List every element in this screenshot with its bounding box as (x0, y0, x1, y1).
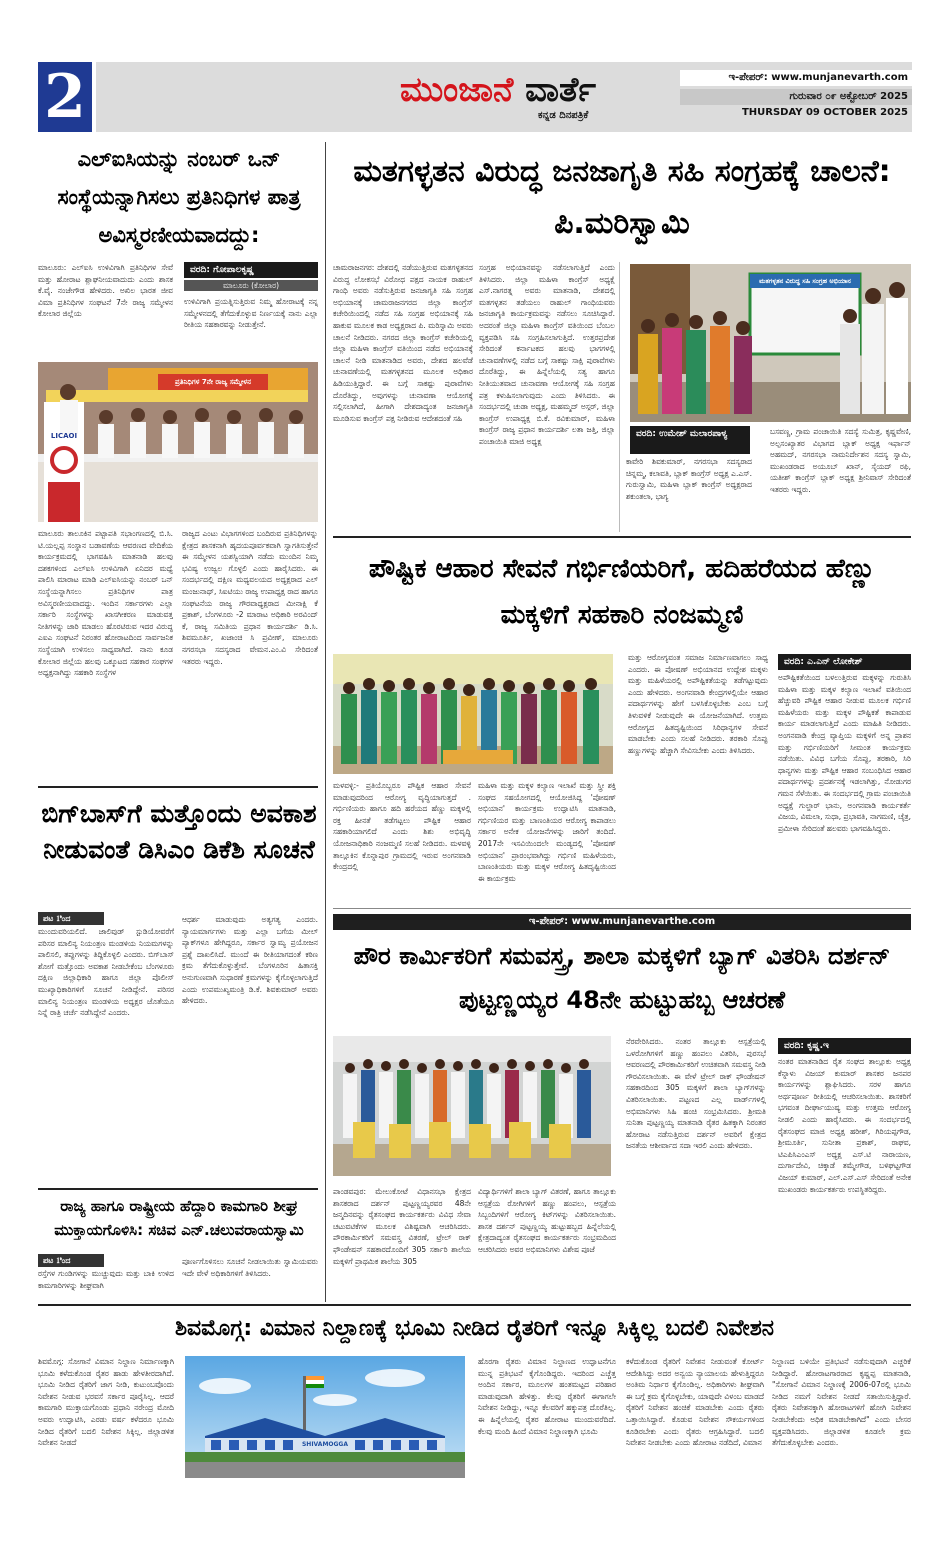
awareness-byline: ವರದಿ: ಉಮೇಶ್ ಮಲಾರಪಾಳ್ಯ (630, 426, 750, 454)
nutrition-body-b: ಮಹಿಳಾ ಮತ್ತು ಮಕ್ಕಳ ಕಲ್ಯಾಣ ಇಲಾಖೆ ಮತ್ತು ಸ್ತ್ರೀ ಶಕ್ತಿ ಸಂಘದ ಸಹಯೋಗದಲ್ಲಿ ಆಯೋಜಿಸಿದ್ದ 'ಪೋಷಣ್ ಅಭಿಯಾನ' ಕಾರ್ಯಕ್ರಮ ಉದ್ಘಾಟಿಸಿ ಮಾತನಾಡಿ, ಗರ್ಭಿಣಿಯರ ಮತ್ತು ಬಾಣಂತಿಯರ ಆರೋಗ್ಯ ಕಾಪಾಡಲು ಸರ್ಕಾರ ಅನೇಕ ಯೋಜನೆಗಳನ್ನು ಜಾರಿಗೆ ತಂದಿದೆ. 2017ನೇ ಇಸವಿಯಿಂದಲೇ ಮಂಡ್ಯದಲ್ಲಿ 'ಪೋಷಣ್ ಅಭಿಯಾನ' ಪ್ರಾರಂಭವಾಗಿದ್ದು ಗರ್ಭಿಣಿ ಮಹಿಳೆಯರು, ಬಾಣಂತಿಯರು ಮತ್ತು ಮಕ್ಕಳ ಆರೋಗ್ಯ ಹಿತದೃಷ್ಟಿಯಿಂದ ಈ ಕಾರ್ಯಕ್ರಮ (478, 781, 616, 883)
pourakarmika-headline: ಪೌರ ಕಾರ್ಮಿಕರಿಗೆ ಸಮವಸ್ತ್ರ, ಶಾಲಾ ಮಕ್ಕಳಿಗೆ ಬ್ಯಾಗ್ ವಿತರಿಸಿ ದರ್ಶನ್ ಪುಟ್ಟಣ್ಣಯ್ಯರ 48ನೇ ಹುಟ್ಟುಹಬ್ಬ ಆಚರಣೆ (353, 942, 891, 1014)
nutrition-body-c: ಮತ್ತು ಆರೋಗ್ಯವಂತ ಸಮಾಜ ನಿರ್ಮಾಣವಾಗಲು ಸಾಧ್ಯ ಎಂದರು. ಈ ಪೋಷಣ್ ಅಭಿಯಾನದ ಉದ್ದೇಶ ಮಕ್ಕಳು ಮತ್ತು ಮಹಿಳೆಯರಲ್ಲಿ ಅಪೌಷ್ಟಿಕತೆಯನ್ನು ತಡೆಗಟ್ಟುವುದು ಎಂದು ಹೇಳಿದರು. ಅಂಗನವಾಡಿ ಕೇಂದ್ರಗಳಲ್ಲಿಯೇ ಆಹಾರ ಪದಾರ್ಥಗಳನ್ನು ಹೇಗೆ ಬಳಸಿಕೊಳ್ಳಬೇಕು ಎಂಬ ಬಗ್ಗೆ ತಿಳುವಳಿಕೆ ನೀಡುವುದೇ ಈ ಯೋಜನೆಯಾಗಿದೆ. ಉತ್ತಮ ಆರೋಗ್ಯದ ಹಿತದೃಷ್ಟಿಯಿಂದ ಸಿರಿಧಾನ್ಯಗಳ ಸೇವನೆ ಮಾಡಬೇಕು ಎಂದು ಸಲಹೆ ನೀಡಿದರು. ತರಕಾರಿ ಸೊಪ್ಪು ಹಣ್ಣುಗಳನ್ನು ಹೆಚ್ಚಾಗಿ ಸೇವಿಸಬೇಕು ಎಂದು ತಿಳಿಸಿದರು. (628, 653, 768, 755)
pourakarmika-event-photo-graphic (333, 1036, 611, 1176)
lic-event-photo (38, 362, 318, 522)
pourakarmika-event-photo (333, 1036, 611, 1176)
shivamogga-headline: ಶಿವಮೊಗ್ಗ: ವಿಮಾನ ನಿಲ್ದಾಣಕ್ಕೆ ಭೂಮಿ ನೀಡಿದ ರೈತರಿಗೆ ಇನ್ನೂ ಸಿಕ್ಕಿಲ್ಲ ಬದಲಿ ನಿವೇಶನ (174, 1316, 774, 1341)
airport-sign-text: SHIVAMOGGA (301, 1441, 349, 1448)
lic-stage-banner-text: ಪ್ರತಿನಿಧಿಗಳ 7ನೇ ರಾಜ್ಯ ಸಮ್ಮೇಳನ (174, 378, 252, 386)
lic-body-c: ಮಾಲೂರು ತಾಲೂಕಿನ ಪಟ್ಟಾಪತಿ ಸಭಾಂಗಣದಲ್ಲಿ ಬಿ.ಸಿ. ಟಿ.ಯಲ್ಲಪ್ಪ ಸಂಸ್ಥಾನ ಬಡಾವಣೆಯ ಆವರಣದ ವೇದಿಕೆಯ ಕಾರ್ಯಕ್ರಮದಲ್ಲಿ ಭಾಗವಹಿಸಿ ಮಾತನಾಡಿ ಹಲವು ದಶಕಗಳಿಂದ ಎಲ್‌ಐಸಿ ಉಳಿವಿಗಾಗಿ ಏನಿದರ ಮಧ್ಯೆ ಪಾಲಿಸಿ ಮಾರಾಟ ಮಾಡಿ ಎಲ್‌ಐಸಿಯನ್ನು ನಂಬರ್ ಒನ್ ಸಂಸ್ಥೆಯನ್ನಾಗಿಸಲು ಪ್ರತಿನಿಧಿಗಳ ಪಾತ್ರ ಅವಿಸ್ಮರಣೀಯವಾದದ್ದು. ಇಂದಿನ ಸರ್ಕಾರಗಳು ಎಲ್ಲಾ ಸರ್ಕಾರಿ ಸಂಸ್ಥೆಗಳನ್ನು ಖಾಸಗೀಕರಣ ಮಾಡುವತ್ತ ನೀತಿಗಳನ್ನು ಜಾರಿ ಮಾಡಲು ಹೊರಟಿರುವ ಇದರ ವಿರುದ್ಧ ಎಐಎ ಸಂಘಟನೆ ನಿರಂತರ ಹೋರಾಟದಿಂದ ಸಾರ್ವಜನಿಕ ಸಂಸ್ಥೆಯಾಗಿ ಉಳಿಸಲು ಸಾಧ್ಯವಾಗಿದೆ. ನಾನು ಕೂಡ ಕೋಲಾರ ಜಿಲ್ಲೆಯ ಹಲವು ಒಕ್ಕೂಟದ ಸಹಕಾರ ಸಂಘಗಳ ಅಧ್ಯಕ್ಷನಾಗಿದ್ದು ಸಹಕಾರಿ ಸಂಸ್ಥೆಗಳ (38, 529, 173, 678)
awareness-banner-text: ಮತಗಳ್ಳತನ ವಿರುದ್ಧ ಸಹಿ ಸಂಗ್ರಹ ಅಭಿಯಾನ (759, 277, 851, 285)
lic-byline: ವರದಿ: ಗೋಪಾಲಕೃಷ್ಣ (184, 262, 318, 278)
nutrition-event-photo-graphic (333, 654, 613, 774)
airport-photo-graphic (185, 1356, 465, 1478)
biggboss-body-b: ಆಧರ್ಶ ಮಾಡುವುದು ಅತ್ಯಗತ್ಯ ಎಂದರು. ನ್ಯಾಯಮಾರ್ಗಗಳು ಮತ್ತು ಎಲ್ಲಾ ಬಗೆಯ ಮೀಲ್ ಪ್ಯಾಕ್‌ಗಳೂ ಹೇಗಿದ್ದರೂ, ಸರ್ಕಾರ ಸ್ವಾಮ್ಯ ಪ್ರಯೋಜನ ಪ್ರಶ್ನೆ ದಾಖಲಿಸಿದೆ. ಮುಂದೆ ಈ ರೀತಿಯಾಗದಂತೆ ಕಠಿಣ ಕ್ರಮ ತೆಗೆದುಕೊಳ್ಳುತ್ತೇವೆ. ಬೆಂಗಳೂರಿನ ಹಿತಾಸಕ್ತಿ ಅನುಗುಣವಾಗಿ ಸುಧಾರಣೆ ಕ್ರಮಗಳನ್ನು ಕೈಗೊಳ್ಳಲಾಗುತ್ತಿದೆ ಎಂದು ಉಪಮುಖ್ಯಮಂತ್ರಿ ಡಿ.ಕೆ. ಶಿವಕುಮಾರ್ ಅವರು ಹೇಳಿದರು. (182, 915, 318, 1006)
biggboss-continued-tag: ಪಟ 1ಿಂದ (38, 912, 104, 925)
paper-logo (400, 68, 660, 112)
divider-awareness-inner (619, 262, 620, 532)
awareness-body-a: ಚಾಮರಾಜನಗರ: ದೇಶದಲ್ಲಿ ನಡೆಯುತ್ತಿರುವ ಮತಗಳ್ಳತನದ ವಿರುದ್ಧ ಲೋಕಸಭೆ ವಿರೋಧ ಪಕ್ಷದ ನಾಯಕ ರಾಹುಲ್ ಗಾಂಧಿ ಅವರು ನಡೆಸುತ್ತಿರುವ ಜನಜಾಗೃತಿ ಸಹಿ ಸಂಗ್ರಹ ಅಭಿಯಾನಕ್ಕೆ ಚಾಮರಾಜನಗರದ ಜಿಲ್ಲಾ ಕಾಂಗ್ರೆಸ್ ಕಚೇರಿಯಿಂದಲ್ಲಿ ನಡೆದ ಸಹಿ ಸಂಗ್ರಹ ಅಭಿಯಾನಕ್ಕೆ ಸಹಿ ಹಾಕುವ ಮೂಲಕ ಕಾಡ ಅಧ್ಯಕ್ಷರಾದ ಪಿ. ಮರಿಸ್ವಾಮಿ ಅವರು ಚಾಲನೆ ನೀಡಿದರು. ನಗರದ ಜಿಲ್ಲಾ ಕಾಂಗ್ರೆಸ್ ಕಚೇರಿಯಲ್ಲಿ ಜಿಲ್ಲಾ ಮಹಿಳಾ ಕಾಂಗ್ರೆಸ್ ವತಿಯಿಂದ ನಡೆದ ಅಭಿಯಾನಕ್ಕೆ ಚಾಲನೆ ನೀಡಿ ಮಾತನಾಡಿದ ಅವರು, ದೇಶದ ಹಲವೆಡೆ ಚುನಾವಣೆಯಲ್ಲಿ ಮತಗಳ್ಳತನದ ಮೂಲಕ ಅಧಿಕಾರ ಹಿಡಿಯುತ್ತಿದ್ದಾರೆ. ಈ ಬಗ್ಗೆ ಸಾಕಷ್ಟು ಪುರಾವೆಗಳು ದೊರೆತಿದ್ದು, ಅವುಗಳನ್ನು ಚುನಾವಣಾ ಆಯೋಗಕ್ಕೆ ಸಲ್ಲಿಸಲಾಗಿದೆ, ಹೀಗಾಗಿ ದೇಶದಾದ್ಯಂತ ಜನಜಾಗೃತಿ ಮೂಡಿಸುವ ಕಾಂಗ್ರೆಸ್ ಪಕ್ಷ ನೀಡಿರುವ ಆದೇಶದಂತೆ ಸಹಿ (333, 263, 473, 423)
page-number: 2 (44, 62, 86, 132)
pourakarmika-body-c: ನೆರವೇರಿಸಿದರು. ನಂತರ ತಾಲ್ಲೂಕು ಆಸ್ಪತ್ರೆಯಲ್ಲಿ ಒಳರೋಗಿಗಳಿಗೆ ಹಣ್ಣು ಹಂಪಲು ವಿತರಿಸಿ, ಪುರಸಭೆ ಆವರಣದಲ್ಲಿ ಪೌರಕಾರ್ಮಿಕರಿಗೆ ಉಚಿತವಾಗಿ ಸಮವಸ್ತ್ರ ನೀಡಿ ಗೌರವಿಸಲಾಯಿತು. ಈ ವೇಳೆ ಟ್ರೇಲ್ ರಾಕ್ ಫೌಂಡೇಷನ್ ಸಹಕಾರದಿಂದ 305 ಮಕ್ಕಳಿಗೆ ಶಾಲಾ ಬ್ಯಾಗ್‌ಗಳನ್ನು ವಿತರಿಸಲಾಯಿತು. ಪಟ್ಟಣದ ಎಲ್ಲ ವಾರ್ಡ್‌ಗಳಲ್ಲಿ ಅಭಿಮಾನಿಗಳು ಸಿಹಿ ಹಂಚಿ ಸಂಭ್ರಮಿಸಿದರು. ಶ್ರೀಮತಿ ಸುನಿತಾ ಪುಟ್ಟಣ್ಣಯ್ಯ ಮಾತನಾಡಿ ರೈತರ ಹಿತಕ್ಕಾಗಿ ನಿರಂತರ ಹೋರಾಟ ನಡೆಸುತ್ತಿರುವ ದರ್ಶನ್ ಅವರಿಗೆ ಕ್ಷೇತ್ರದ ಜನತೆಯ ಆಶೀರ್ವಾದ ಸದಾ ಇರಲಿ ಎಂದು ಹೇಳಿದರು. (626, 1037, 766, 1151)
epaper-url[interactable]: ಇ-ಪೇಪರ್: www.munjanevarth.com (680, 70, 912, 86)
date-kannada: ಗುರುವಾರ ೦೯ ಅಕ್ಟೋಬರ್ 2025 (680, 89, 912, 105)
lic-byline-place: ಮಾಲೂರು (ಕೋಲಾರ) (184, 280, 318, 291)
biggboss-body-a: ಮುಂದುವರಿಯಲಿದೆ. ಜಾಲಿವುಡ್ ಸ್ಟುಡಿಯೋವರೆಗೆ ಪರಿಸರ ಮಾಲಿನ್ಯ ನಿಯಂತ್ರಣ ಮಂಡಳಿಯ ನಿಯಮಗಳನ್ನು ಪಾಲಿಸಲಿ, ತಪ್ಪುಗಳನ್ನು ತಿದ್ದಿಕೊಳ್ಳಲಿ ಎಂದರು. ಬಿಗ್‌ಬಾಸ್ ಶೋಗೆ ಮತ್ತೊಂದು ಅವಕಾಶ ನೀಡಬೇಕೆಂಬ ಬೆಂಗಳೂರು ದಕ್ಷಿಣ ಜಿಲ್ಲಾಧಿಕಾರಿ ಹಾಗೂ ಜಿಲ್ಲಾ ಪೊಲೀಸ್ ಮುಖ್ಯಾಧಿಕಾರಿಗಳಿಗೆ ಸೂಚನೆ ನೀಡಿದ್ದೇನೆ. ಪರಿಸರ ಮಾಲಿನ್ಯ ನಿಯಂತ್ರಣ ಮಂಡಳಿಯ ಅಧ್ಯಕ್ಷರ ಜೊತೆಯೂ ನಿನ್ನೆ ರಾತ್ರಿ ಚರ್ಚೆ ನಡೆಸಿದ್ದೇನೆ ಎಂದರು. (38, 927, 174, 1018)
nutrition-byline: ವರದಿ: ಎ.ಎನ್ ಲೋಕೇಶ್ (778, 654, 911, 670)
awareness-event-photo (630, 264, 911, 422)
divider-left-column (325, 142, 326, 1302)
epaper-band-text[interactable]: ಇ-ಪೇಪರ್: www.munjanevarthe.com (528, 916, 716, 927)
logo-word-black: ವಾರ್ತೆ (525, 70, 596, 110)
nutrition-headline: ಪೌಷ್ಟಿಕ ಆಹಾರ ಸೇವನೆ ಗರ್ಭಿಣಿಯರಿಗೆ, ಹದಿಹರೆಯದ ಹೆಣ್ಣು ಮಕ್ಕಳಿಗೆ ಸಹಕಾರಿ ನಂಜಮ್ಮಣಿ (368, 554, 876, 630)
lic-body-d: ರಾಜ್ಯದ ಎಂಟು ವಿಭಾಗಗಳಿಂದ ಬಂದಿರುವ ಪ್ರತಿನಿಧಿಗಳನ್ನು ಕ್ಷೇತ್ರದ ಶಾಸಕನಾಗಿ ಹೃದಯಪೂರ್ವಕವಾಗಿ ಸ್ವಾಗತಿಸುತ್ತೇನೆ ಈ ಸಮ್ಮೇಳನ ಯಶಸ್ವಿಯಾಗಿ ನಡೆದು ಮುಂದಿನ ನಿಮ್ಮ ಭವಿಷ್ಯ ಉಜ್ವಲ ಗೊಳ್ಳಲಿ ಎಂದು ಹಾರೈಸಿದರು. ಈ ಸಂದರ್ಭದಲ್ಲಿ ದಕ್ಷಿಣ ಮಧ್ಯವಲಯದ ಅಧ್ಯಕ್ಷರಾದ ಎಲ್ ಮಂಜುನಾಥ್, ಸಿಐಟಿಯು ರಾಜ್ಯ ಉಪಾಧ್ಯಕ್ಷ ರಾದ ಹಾಗೂ ಸಂಘಟನೆಯ ರಾಜ್ಯ ಗೌರವಾಧ್ಯಕ್ಷರಾದ ಮೀನಾಕ್ಷಿ ಕೆ ಪ್ರಕಾಶ್, ಬೆಂಗಳೂರು -2 ಮಾರಾಟ ಅಧಿಕಾರಿ ಅರವಿಂದ್ ಕೆ, ರಾಜ್ಯ ಸಮಿತಿಯ ಪ್ರಧಾನ ಕಾರ್ಯದರ್ಶಿ ಡಿ.ಸಿ. ಶಿವಮೂರ್ತಿ, ಖಜಾಂಚಿ ಸಿ ಪ್ರವೀಣ್, ಮಾಲೂರು ನಗರಸಭಾ ಸದಸ್ಯರಾದ ವೇಮನ.ಎಂ.ವಿ ಸೇರಿದಂತೆ ಇತರರು ಇದ್ದರು. (182, 529, 318, 666)
divider-below-lic (38, 786, 318, 788)
paper-tagline: ಕನ್ನಡ ದಿನಪತ್ರಿಕೆ (538, 110, 589, 121)
shivamogga-body-d: ನಿಲ್ದಾಣದ ಬಳಿಯೇ ಪ್ರತಿಭಟನೆ ನಡೆಸುವುದಾಗಿ ಎಚ್ಚರಿಕೆ ನೀಡಿದ್ದಾರೆ. ಹೋರಾಟಗಾರರಾದ ಕೃಷ್ಣಪ್ಪ ಮಾತನಾಡಿ, "ಸೋಗಾನೆ ವಿಮಾನ ನಿಲ್ದಾಣಕ್ಕೆ 2006-07ರಲ್ಲಿ ಭೂಮಿ ನೀಡಿದ ನಮಗೆ ನಿವೇಶನ ನೀಡದೆ ಸತಾಯಿಸುತ್ತಿದ್ದಾರೆ. ರೈತರು ನಿವೇಶನಕ್ಕಾಗಿ ಹೋರಾಟಗಳಿಗೆ ಹೋಗಿ ನಿವೇಶನ ನೀಡಬೇಕೆಂದು ಅಧಿಕ ಮಾಡಬೇಕಾಗಿದೆ" ಎಂದು ಬೇಸರ ವ್ಯಕ್ತಪಡಿಸಿದರು. ಜಿಲ್ಲಾಡಳಿತ ಕೂಡಲೇ ಕ್ರಮ ತೆಗೆದುಕೊಳ್ಳಬೇಕು ಎಂದರು. (772, 1357, 911, 1448)
pourakarmika-body-d: ನಂತರ ಮಾತನಾಡಿದ ರೈತ ಸಂಘದ ತಾಲ್ಲೂಕು ಅಧ್ಯಕ್ಷ ಕೆನ್ನಾಳು ವಿಜಯ್ ಕುಮಾರ್ ಶಾಸಕರ ಜನಪರ ಕಾರ್ಯಗಳನ್ನು ಶ್ಲಾಘಿಸಿದರು. ಸರಳ ಹಾಗೂ ಅರ್ಥಪೂರ್ಣ ರೀತಿಯಲ್ಲಿ ಆಚರಿಸಲಾಯಿತು. ಶಾಸಕರಿಗೆ ಭಗವಂತ ದೀರ್ಘಾಯುಷ್ಯ ಮತ್ತು ಉತ್ತಮ ಆರೋಗ್ಯ ನೀಡಲಿ ಎಂದು ಹಾರೈಸಿದರು. ಈ ಸಂದರ್ಭದಲ್ಲಿ ರೈತಸಂಘದ ಮಾಜಿ ಅಧ್ಯಕ್ಷ ಹರೀಶ್, ಗಿರಿಯಪ್ಪಗೌಡ, ಶ್ರೀಮೂರ್ತಿ, ಸುನೀತಾ ಪ್ರಕಾಶ್, ರಾಘವ, ಟಿಎಪಿಸಿಎಂಎಸ್ ಅಧ್ಯಕ್ಷ ಎಸ್.ಟಿ ನಾರಾಯಣ, ದುರ್ಗಾದೇವಿ, ಚಿಕ್ಕಾಡೆ ತಮ್ಮೇಗೌಡ, ಬಳಿಘಟ್ಟಗೌಡ ವಿಜಯ್ ಕುಮಾರ್, ಎಲ್.ಎಸ್.ಎಸ್ ಸೇರಿದಂತೆ ಅನೇಕ ಮುಖಂಡರು ಕಾರ್ಯಕರ್ತರು ಉಪಸ್ಥಿತರಿದ್ದರು. (778, 1057, 911, 1194)
biggboss-headline: ಬಿಗ್‌ಬಾಸ್‌ಗೆ ಮತ್ತೊಂದು ಅವಕಾಶ ನೀಡುವಂತೆ ಡಿಸಿಎಂ ಡಿಕೆಶಿ ಸೂಚನೆ (41, 799, 317, 864)
page-number-box (38, 62, 92, 132)
nutrition-event-photo (333, 654, 613, 774)
lic-body-a: ಮಾಲೂರು: ಎಲ್‌ಐಸಿ ಉಳಿವಿಗಾಗಿ ಪ್ರತಿನಿಧಿಗಳ ಸೇವೆ ಮತ್ತು ಹೋರಾಟ ಶ್ಲಾಘನೀಯವಾದುದು ಎಂದು ಶಾಸಕ ಕೆ.ವೈ. ನಂಜೇಗೌಡ ಹೇಳಿದರು. ಅಖಿಲ ಭಾರತ ಜೀವ ವಿಮಾ ಪ್ರತಿನಿಧಿಗಳ ಸಂಘಟನೆ 7ನೇ ರಾಜ್ಯ ಸಮ್ಮೇಳನ ಕೋಲಾರ ಜಿಲ್ಲೆಯ (38, 263, 173, 319)
shivamogga-body-c: ಕಳೆದುಕೊಂಡ ರೈತರಿಗೆ ನಿವೇಶನ ನೀಡುವಂತೆ ಕೋರ್ಟ್ ಆದೇಶಿಸಿದ್ದು ಅದರ ಅನ್ವಯ ನ್ಯಾಯಾಲಯ ಹೇಳುತ್ತಿದ್ದರೂ ಅಂತಿಮ ನಿರ್ಧಾರ ಕೈಗೊಂಡಿಲ್ಲ. ಅಧಿಕಾರಿಗಳು ಶೀಘ್ರವಾಗಿ ಈ ಬಗ್ಗೆ ಕ್ರಮ ಕೈಗೊಳ್ಳಬೇಕು, ಯಾವುದೇ ವಿಳಂಬ ಮಾಡದೆ ರೈತರಿಗೆ ನಿವೇಶನ ಹಂಚಿಕೆ ಮಾಡಬೇಕು ಎಂದು ರೈತರು ಒತ್ತಾಯಿಸಿದ್ದಾರೆ. ಕೊಡುವ ನಿವೇಶನ ಸೌಕರ್ಯಗಳಿಂದ ಕೂಡಿರಬೇಕು ಎಂದು ರೈತರು ಆಗ್ರಹಿಸಿದ್ದಾರೆ. ಬದಲಿ ನಿವೇಶನ ನೀಡಬೇಕು ಎಂದು ಹೋರಾಟ ನಡೆದಿದೆ, ವಿಮಾನ (626, 1357, 764, 1448)
awareness-body-d: ಬಸವಣ್ಣ, ಗ್ರಾಮ ಪಂಚಾಯಿತಿ ಸದಸ್ಯೆ ಸುಮಿತ್ರ, ಕೃಷ್ಣವೇಣಿ, ಅಲ್ಪಸಂಖ್ಯಾತರ ವಿಭಾಗದ ಬ್ಲಾಕ್ ಅಧ್ಯಕ್ಷ ಇರ್ಫಾನ್ ಅಹಮದ್, ನಗರಸಭಾ ನಾಮನಿರ್ದೇಶನ ಸದಸ್ಯ ಸ್ವಾಮಿ, ಮುಖಂಡರಾದ ಅಯೂಬ್ ಖಾನ್, ಸೈಯದ್ ರಫಿ, ಯತೀಶ್ ಕಾಂಗ್ರೆಸ್ ಬ್ಲಾಕ್ ಅಧ್ಯಕ್ಷ ಶ್ರೀನಿವಾಸ್ ಸೇರಿದಂತೆ ಇತರರು ಇದ್ದರು. (770, 427, 911, 494)
lic-headline: ಎಲ್ಐಸಿಯನ್ನು ನಂಬರ್ ಒನ್ ಸಂಸ್ಥೆಯನ್ನಾಗಿಸಲು ಪ್ರತಿನಿಧಿಗಳ ಪಾತ್ರ ಅವಿಸ್ಮರಣೀಯವಾದದ್ದು: (57, 147, 301, 247)
masthead (38, 62, 912, 132)
divider-below-biggboss (38, 1188, 318, 1190)
lic-body-b: ಉಳಿವಿಗಾಗಿ ಪ್ರಯತ್ನಿಸುತ್ತಿರುವ ನಿಮ್ಮ ಹೋರಾಟಕ್ಕೆ ನನ್ನ ಸಮ್ಮೇಳನದಲ್ಲಿ ತೆಗೆದುಕೊಳ್ಳುವ ನಿರ್ಣಯಕ್ಕೆ ನಾನು ಎಲ್ಲಾ ರೀತಿಯ ಸಹಕಾರವನ್ನು ನೀಡುತ್ತೇನೆ. (184, 297, 318, 330)
pourakarmika-byline: ವರದಿ: ಕೃಷ್ಣ.ಇ (778, 1038, 911, 1054)
nutrition-body-d: ಅಪೌಷ್ಟಿಕತೆಯಿಂದ ಬಳಲುತ್ತಿರುವ ಮಕ್ಕಳನ್ನು ಗುರುತಿಸಿ ಮಹಿಳಾ ಮತ್ತು ಮಕ್ಕಳ ಕಲ್ಯಾಣ ಇಲಾಖೆ ವತಿಯಿಂದ ಹೆಚ್ಚುವರಿ ಪೌಷ್ಟಿಕ ಆಹಾರ ನೀಡುವ ಮೂಲಕ ಗರ್ಭಿಣಿ ಮಹಿಳೆಯರು ಮತ್ತು ಮಕ್ಕಳ ಪೌಷ್ಟಿಕತೆ ಕಾಪಾಡುವ ಕಾರ್ಯ ಮಾಡಲಾಗುತ್ತಿದೆ ಎಂದು ಮಾಹಿತಿ ನೀಡಿದರು. ಅಂಗನವಾಡಿ ಕೇಂದ್ರ ವ್ಯಾಪ್ತಿಯ ಮಕ್ಕಳಿಗೆ ಅನ್ನ ಪ್ರಾಶನ ಮತ್ತು ಗರ್ಭಿಣಿಯರಿಗೆ ಸೀಮಂತ ಕಾರ್ಯಕ್ರಮ ನಡೆಯಿತು. ವಿವಿಧ ಬಗೆಯ ಸೊಪ್ಪು, ತರಕಾರಿ, ಸಿರಿ ಧಾನ್ಯಗಳು ಮತ್ತು ಪೌಷ್ಟಿಕ ಆಹಾರ ಸಂಬಂಧಿಸಿದ ಆಹಾರ ಪದಾರ್ಥಗಳನ್ನು ಪ್ರದರ್ಶನಕ್ಕೆ ಇಡಲಾಗಿತ್ತು, ನೋಡುಗರ ಗಮನ ಸೆಳೆಯಿತು. ಈ ಸಂದರ್ಭದಲ್ಲಿ ಗ್ರಾಮ ಪಂಚಾಯಿತಿ ಅಧ್ಯಕ್ಷೆ ಗುಲ್ಜಾರ್ ಭಾನು, ಅಂಗನವಾಡಿ ಕಾರ್ಯಕರ್ತೆ ವಿಜಯ, ವಿಮಲಾ, ಸುಧಾ, ಪ್ರಭಾವತಿ, ನಾಗಮಣಿ, ಚೈತ್ರ, ಪ್ರಮೀಳಾ ಸೇರಿದಂತೆ ಹಲವರು ಭಾಗವಹಿಸಿದ್ದರು. (778, 673, 911, 833)
nutrition-body-a: ಮಳವಳ್ಳಿ:- ಪ್ರತಿಯೊಬ್ಬರೂ ಪೌಷ್ಟಿಕ ಆಹಾರ ಸೇವನೆ ಮಾಡುವುದರಿಂದ ಆರೋಗ್ಯ ವೃದ್ಧಿಯಾಗುತ್ತದೆ . ಗರ್ಭಿಣಿಯರು ಹಾಗೂ ಹದಿ ಹರೆಯದ ಹೆಣ್ಣು ಮಕ್ಕಳಲ್ಲಿ ರಕ್ತ ಹೀನತೆ ತಡೆಗಟ್ಟಲು ಪೌಷ್ಟಿಕ ಆಹಾರ ಸಹಕಾರಿಯಾಗಲಿದೆ ಎಂದು ಶಿಶು ಅಭಿವೃದ್ಧಿ ಯೋಜನಾಧಿಕಾರಿ ನಂಜಮ್ಮಣಿ ಸಲಹೆ ನೀಡಿದರು. ಮಳವಳ್ಳಿ ತಾಲ್ಲೂಕಿನ ಕೊನ್ನಾಪುರ ಗ್ರಾಮದಲ್ಲಿ ಇರುವ ಅಂಗನವಾಡಿ ಕೇಂದ್ರದಲ್ಲಿ (333, 781, 471, 872)
highway-headline: ರಾಜ್ಯ ಹಾಗೂ ರಾಷ್ಟ್ರೀಯ ಹೆದ್ದಾರಿ ಕಾಮಗಾರಿ ಶೀಘ್ರ ಮುಕ್ತಾಯಗೊಳಿಸಿ: ಸಚಿವ ಎನ್.ಚಲುವರಾಯಸ್ವಾಮಿ (54, 1197, 304, 1239)
shivamogga-body-a: ಶಿವಮೊಗ್ಗ: ಸೋಗಾನೆ ವಿಮಾನ ನಿಲ್ದಾಣ ನಿರ್ಮಾಣಕ್ಕಾಗಿ ಭೂಮಿ ಕಳೆದುಕೊಂಡ ರೈತರ ಹಾಡು ಹೇಳತೀರದಾಗಿದೆ. ಭೂಮಿ ನೀಡಿದ ರೈತರಿಗೆ ಜಾಗ ನೀಡಿ, ಕುಟುಂಬವೊಂದು ನಿವೇಶನ ನೀಡುವ ಭರವಸೆ ಸರ್ಕಾರ ಪೂರೈಸಿಲ್ಲ. ಆದರೆ ಕಾಮಗಾರಿ ಮುಕ್ತಾಯಗೊಂಡು ಪ್ರಧಾನಿ ನರೇಂದ್ರ ಮೋದಿ ಅವರು ಉದ್ಘಾಟಿಸಿ, ಎರಡು ವರ್ಷ ಕಳೆದರೂ ಭೂಮಿ ನೀಡಿದ ರೈತರಿಗೆ ಬದಲಿ ನಿವೇಶನ ಸಿಕ್ಕಿಲ್ಲ. ಜಿಲ್ಲಾಡಳಿತ ನಿವೇಶನ ನೀಡದೆ (38, 1357, 174, 1448)
masthead-info (680, 70, 912, 124)
highway-body-a: ರಸ್ತೆಗಳ ಗುಂಡಿಗಳನ್ನು ಮುಚ್ಚುವುದು ಮತ್ತು ಬಾಕಿ ಉಳಿದ ಕಾಮಗಾರಿಗಳನ್ನು ಶೀಘ್ರವಾಗಿ (38, 1269, 174, 1290)
logo-word-red: ಮುಂಜಾನೆ (400, 70, 514, 110)
awareness-body-b: ಸಂಗ್ರಹ ಅಭಿಯಾನವನ್ನು ನಡೆಸಲಾಗುತ್ತಿದೆ ಎಂದು ತಿಳಿಸಿದರು. ಜಿಲ್ಲಾ ಮಹಿಳಾ ಕಾಂಗ್ರೆಸ್ ಅಧ್ಯಕ್ಷೆ ಎಸ್.ನಾಗರತ್ನ ಅವರು ಮಾತನಾಡಿ, ದೇಶದಲ್ಲಿ ಮತಗಳ್ಳತನ ತಡೆಯಲು ರಾಹುಲ್ ಗಾಂಧಿಯವರು ಜನಜಾಗೃತಿ ಕಾರ್ಯಕ್ರಮವನ್ನು ನಡೆಸಲು ಸೂಚಿಸಿದ್ದಾರೆ. ಅದರಂತೆ ಜಿಲ್ಲಾ ಮಹಿಳಾ ಕಾಂಗ್ರೆಸ್ ವತಿಯಿಂದ ಬೆಂಬಲ ವ್ಯಕ್ತಪಡಿಸಿ ಸಹಿ ಸಂಗ್ರಹಿಸಲಾಗುತ್ತಿದೆ. ಉತ್ತರಪ್ರದೇಶ ಸೇರಿದಂತೆ ಕರ್ನಾಟಕದ ಹಲವು ಭಾಗಗಳಲ್ಲಿ ಚುನಾವಣೆಗಳಲ್ಲಿ ನಡೆದ ಬಗ್ಗೆ ಸಾಕಷ್ಟು ಸಾಕ್ಷಿ ಪುರಾವೆಗಳು ದೊರೆತಿದ್ದು, ಈ ಹಿನ್ನೆಲೆಯಲ್ಲಿ ಸತ್ಯ ಹಾಗೂ ನೀತಿಯುತವಾದ ಚುನಾವಣಾ ಆಯೋಗಕ್ಕೆ ಸಹಿ ಸಂಗ್ರಹ ಪತ್ರ ಕಳುಹಿಸಲಾಗುವುದು ಎಂದು ತಿಳಿಸಿದರು. ಈ ಸಂದರ್ಭದಲ್ಲಿ ಚುಡಾ ಅಧ್ಯಕ್ಷ, ಮಹಮ್ಮದ್ ಅಸ್ಗರ್, ಜಿಲ್ಲಾ ಕಾಂಗ್ರೆಸ್ ಉಪಾಧ್ಯಕ್ಷ ಬಿ.ಕೆ. ರವಿಕುಮಾರ್, ಮಹಿಳಾ ಕಾಂಗ್ರೆಸ್ ರಾಜ್ಯ ಪ್ರಧಾನ ಕಾರ್ಯದರ್ಶಿ ಲತಾ ಜತ್ತಿ, ಜಿಲ್ಲಾ ಪಂಚಾಯಿತಿ ಮಾಜಿ ಅಧ್ಯಕ್ಷ (479, 263, 615, 446)
lic-logo-text: LICAOI (50, 432, 78, 440)
divider-below-awareness (333, 536, 911, 538)
awareness-body-c: ಕಾವೇರಿ ಶಿವಕುಮಾರ್, ನಗರಸಭಾ ಸದಸ್ಯರಾದ ಚಿನ್ನಮ್ಮ, ಕಲಾವತಿ, ಬ್ಲಾಕ್ ಕಾಂಗ್ರೆಸ್ ಅಧ್ಯಕ್ಷ ಎ.ಎಸ್. ಗುರುಸ್ವಾಮಿ, ಮಹಿಳಾ ಬ್ಲಾಕ್ ಕಾಂಗ್ರೆಸ್ ಅಧ್ಯಕ್ಷರಾದ ಶಕುಂತಲಾ, ಭಾಗ್ಯ (626, 457, 752, 501)
date-english: THURSDAY 09 OCTOBER 2025 (741, 107, 908, 118)
shivamogga-body-b: ಹೊರಗಾ ರೈತರು ವಿಮಾನ ನಿಲ್ದಾಣದ ಉದ್ಘಾಟನೆಗೂ ಮುನ್ನ ಪ್ರತಿಭಟನೆ ಕೈಗೊಂಡಿದ್ದರು. ಇದರಿಂದ ಎಚ್ಚೆತ್ತ ಅಂದಿನ ಸರ್ಕಾರ, ಮೂಲಗಳ ಹಂತಮಟ್ಟದ ಪರಿಹಾರ ಮಾಡುವುದಾಗಿ ಹೇಳಿತ್ತು. ಕೆಲವು ರೈತರಿಗೆ ಈಗಾಗಲೇ ನಿವೇಶನ ನೀಡಿದ್ದು, ಇನ್ನೂ ಕೆಲವರಿಗೆ ಹಕ್ಕುಪತ್ರ ದೊರೆತಿಲ್ಲ. ಈ ಹಿನ್ನೆಲೆಯಲ್ಲಿ ರೈತರ ಹೋರಾಟ ಮುಂದುವರೆದಿದೆ. ಕೆಲವು ಮಂದಿ ಹಿಂದೆ ವಿಮಾನ ನಿಲ್ದಾಣಕ್ಕಾಗಿ ಭೂಮಿ (478, 1357, 616, 1436)
airport-photo (185, 1356, 465, 1478)
epaper-band (333, 914, 911, 930)
divider-below-nutrition (333, 908, 911, 909)
highway-body-b: ಪೂರ್ಣಗೊಳಿಸಲು ಸೂಚನೆ ನೀಡಲಾಯಿತು ಸ್ವಾಮಿಯವರು ಇದೇ ವೇಳೆ ಅಧಿಕಾರಿಗಳಿಗೆ ತಿಳಿಸಿದರು. (182, 1257, 318, 1278)
pourakarmika-body-a: ಪಾಂಡವಪುರ: ಮೇಲುಕೋಟೆ ವಿಧಾನಸಭಾ ಕ್ಷೇತ್ರದ ಶಾಸಕರಾದ ದರ್ಶನ್ ಪುಟ್ಟಣ್ಣಯ್ಯರವರ 48ನೇ ಜನ್ಮದಿನವನ್ನು ರೈತಸಂಘದ ಕಾರ್ಯಕರ್ತರು ವಿವಿಧ ಸೇವಾ ಚಟುವಟಿಕೆಗಳ ಮೂಲಕ ವಿಶಿಷ್ಟವಾಗಿ ಆಚರಿಸಿದರು. ಪೌರಕಾರ್ಮಿಕರಿಗೆ ಸಮವಸ್ತ್ರ ವಿತರಣೆ, ಟ್ರೇಲ್ ರಾಕ್ ಫೌಂಡೇಷನ್ ಸಹಕಾರದೊಂದಿಗೆ 305 ಸರ್ಕಾರಿ ಶಾಲೆಯ ಮಕ್ಕಳಿಗೆ ಪ್ರಾಥಮಿಕ ಶಾಲೆಯ 305 (333, 1187, 471, 1266)
pourakarmika-body-b: ವಿದ್ಯಾರ್ಥಿಗಳಿಗೆ ಶಾಲಾ ಬ್ಯಾಗ್ ವಿತರಣೆ, ಹಾಗೂ ತಾಲ್ಲೂಕು ಆಸ್ಪತ್ರೆಯ ರೋಗಿಗಳಿಗೆ ಹಣ್ಣು ಹಂಪಲು, ಆಸ್ಪತ್ರೆಯ ಸಿಬ್ಬಂದಿಗಳಿಗೆ ಆರೋಗ್ಯ ಕಿಟ್‌ಗಳನ್ನು ವಿತರಿಸಲಾಯಿತು. ಶಾಸಕ ದರ್ಶನ್ ಪುಟ್ಟಣ್ಣಯ್ಯ ಹುಟ್ಟುಹಬ್ಬದ ಹಿನ್ನೆಲೆಯಲ್ಲಿ ಕ್ಷೇತ್ರದಾದ್ಯಂತ ರೈತಸಂಘದ ಕಾರ್ಯಕರ್ತರು ಸಂಭ್ರಮದಿಂದ ಆಚರಿಸಿದರು ಅವರ ಅಭಿಮಾನಿಗಳು ವಿಶೇಷ ಪೂಜೆ (478, 1187, 616, 1254)
divider-above-shivamogga (38, 1304, 911, 1306)
awareness-headline: ಮತಗಳ್ಳತನ ವಿರುದ್ಧ ಜನಜಾಗೃತಿ ಸಹಿ ಸಂಗ್ರಹಕ್ಕೆ ಚಾಲನೆ: ಪಿ.ಮರಿಸ್ವಾಮಿ (353, 154, 891, 241)
highway-continued-tag: ಪಟ 1ಿಂದ (38, 1254, 104, 1267)
